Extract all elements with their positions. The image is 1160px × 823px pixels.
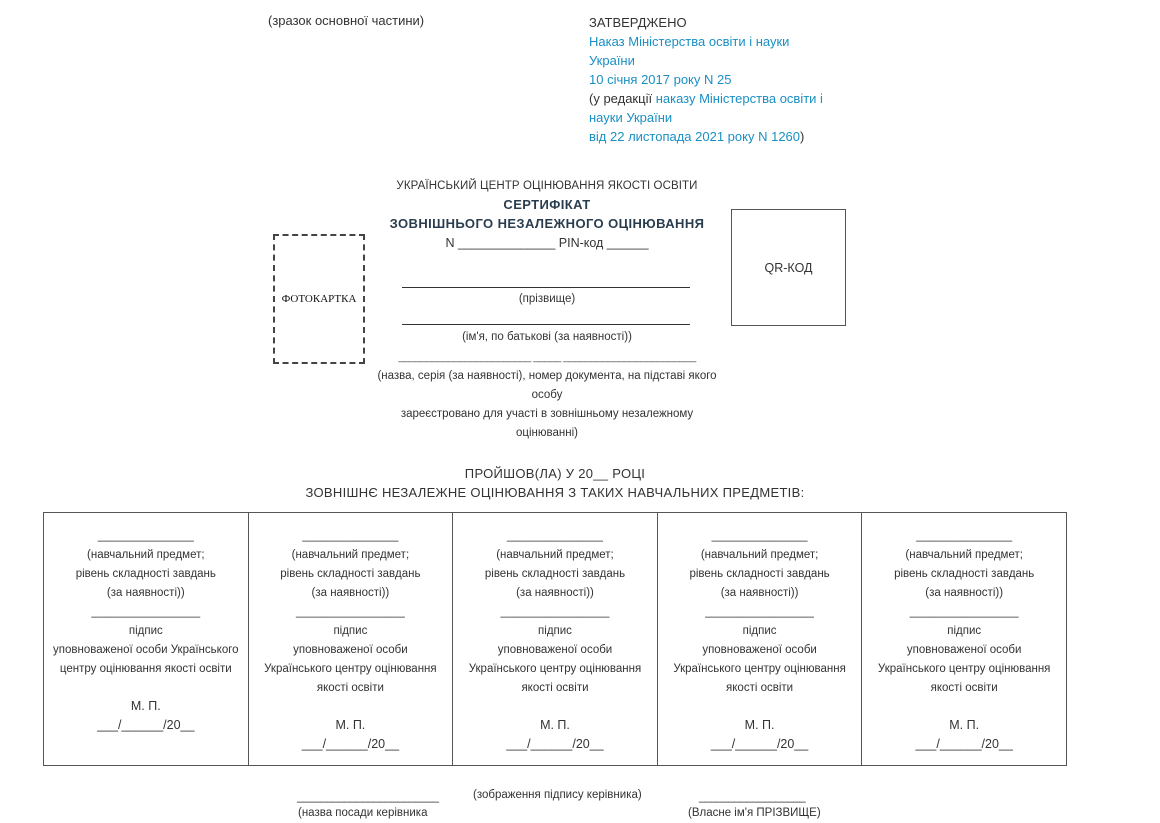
head-name-caption: (Власне ім'я ПРІЗВИЩЕ)	[688, 807, 821, 819]
subject-cell	[862, 513, 1066, 765]
photo-label: ФОТОКАРТКА	[281, 293, 357, 305]
date-blank: ___/______/20__	[915, 737, 1013, 751]
signatory-3: якості освіти	[726, 682, 794, 694]
signatory-3: якості освіти	[521, 682, 589, 694]
subject-caption-3: (за наявності))	[925, 587, 1004, 599]
document-caption-3: зареєстровано для участі в зовнішньому незалежному	[400, 408, 694, 420]
signature-label: підпис	[538, 625, 572, 637]
position-blank: ________________________	[297, 791, 439, 803]
signatory-1: уповноваженої особи	[906, 644, 1022, 656]
sample-label: (зразок основної частини)	[268, 13, 425, 28]
subject-caption-3: (за наявності))	[106, 587, 185, 599]
signature-blank: _________________	[705, 606, 814, 618]
edition-line3	[589, 127, 859, 146]
subject-blank: _______________	[711, 530, 808, 542]
signature-blank: _________________	[91, 606, 201, 618]
certificate-subtitle: ЗОВНІШНЬОГО НЕЗАЛЕЖНОГО ОЦІНЮВАННЯ	[389, 216, 705, 231]
subject-blank: _______________	[507, 530, 603, 542]
subject-caption-2: рівень складності завдань	[894, 568, 1035, 580]
subject-cell	[453, 513, 658, 765]
seal-label: М. П.	[540, 718, 570, 732]
subject-caption-1: (навчальний предмет;	[291, 549, 410, 561]
certificate-title: СЕРТИФІКАТ	[503, 197, 591, 212]
signatory-2: Українського центру оцінювання	[264, 663, 437, 675]
edition-link-line2[interactable]: науки України	[589, 110, 673, 125]
subject-blank: _______________	[97, 530, 194, 542]
signatory-2: Українського центру оцінювання	[468, 663, 642, 675]
approval-block	[589, 13, 859, 146]
order-date-link[interactable]: 10 січня 2017 року N 25	[589, 72, 732, 87]
surname-caption: (прізвище)	[518, 293, 576, 305]
passed-line1: ПРОЙШОВ(ЛА) У 20__ РОЦІ	[464, 466, 646, 481]
order-link-line1[interactable]: Наказ Міністерства освіти і науки	[589, 34, 790, 49]
head-name-blank: __________________	[699, 791, 806, 803]
document-caption-1: (назва, серія (за наявності), номер документа, на підставі якого	[377, 370, 717, 382]
signatory-1: уповноваженої особи	[702, 644, 817, 656]
document-caption	[372, 367, 722, 443]
name-line	[402, 324, 690, 325]
signature-blank: _________________	[909, 606, 1019, 618]
subject-cell	[44, 513, 249, 765]
signatory-2: центру оцінювання якості освіти	[59, 663, 232, 675]
seal-label: М. П.	[744, 718, 775, 732]
signatory-3: якості освіти	[316, 682, 384, 694]
subject-cell	[249, 513, 454, 765]
edition-link-line1[interactable]: наказу Міністерства освіти і	[655, 91, 823, 106]
subjects-table	[43, 512, 1067, 766]
signature-blank: _________________	[500, 606, 610, 618]
subject-caption-3: (за наявності))	[311, 587, 390, 599]
seal-label: М. П.	[949, 718, 980, 732]
certificate-number-line: N ______________ PIN-код ______	[445, 236, 649, 250]
date-blank: ___/______/20__	[97, 718, 195, 732]
seal-label: М. П.	[130, 699, 161, 713]
subject-caption-1: (навчальний предмет;	[496, 549, 614, 561]
date-blank: ___/______/20__	[710, 737, 809, 751]
edition-date-link[interactable]: від 22 листопада 2021 року N 1260	[589, 129, 801, 144]
surname-line	[402, 287, 690, 288]
subject-caption-2: рівень складності завдань	[280, 568, 421, 580]
document-caption-4: оцінюванні)	[516, 427, 578, 439]
position-caption: (назва посади керівника	[298, 807, 428, 819]
order-link-line2[interactable]: України	[589, 53, 635, 68]
qr-placeholder	[731, 209, 846, 326]
subject-cell	[658, 513, 863, 765]
date-blank: ___/______/20__	[301, 737, 400, 751]
photo-placeholder	[273, 234, 365, 364]
signature-label: підпис	[742, 625, 777, 637]
seal-label: М. П.	[335, 718, 366, 732]
signature-image-caption: (зображення підпису керівника)	[473, 789, 642, 801]
document-caption-2: особу	[531, 389, 563, 401]
signature-blank: _________________	[296, 606, 405, 618]
approval-heading: ЗАТВЕРДЖЕНО	[589, 15, 687, 30]
signature-label: підпис	[128, 625, 163, 637]
edition-line1	[589, 89, 859, 108]
signatory-1: уповноваженої особи Українського	[53, 644, 239, 656]
subject-caption-2: рівень складності завдань	[484, 568, 626, 580]
signatory-1: уповноваженої особи	[497, 644, 613, 656]
subject-caption-3: (за наявності))	[516, 587, 594, 599]
document-line: ________________________ _____ ________________________	[398, 351, 696, 363]
subject-blank: _______________	[302, 530, 399, 542]
subject-caption-1: (навчальний предмет;	[87, 549, 205, 561]
subject-caption-1: (навчальний предмет;	[905, 549, 1023, 561]
name-caption: (ім'я, по батькові (за наявності))	[462, 331, 632, 343]
subject-caption-1: (навчальний предмет;	[700, 549, 819, 561]
signatory-2: Українського центру оцінювання	[877, 663, 1051, 675]
signatory-3: якості освіти	[930, 682, 998, 694]
signatory-1: уповноваженої особи	[293, 644, 408, 656]
edition-prefix: (у редакції	[589, 91, 656, 106]
passed-line2: ЗОВНІШНЄ НЕЗАЛЕЖНЕ ОЦІНЮВАННЯ З ТАКИХ НАВЧАЛЬНИХ ПРЕДМЕТІВ:	[305, 485, 805, 500]
date-blank: ___/______/20__	[506, 737, 604, 751]
certificate-org: УКРАЇНСЬКИЙ ЦЕНТР ОЦІНЮВАННЯ ЯКОСТІ ОСВІТИ	[396, 180, 698, 192]
qr-label: QR-КОД	[764, 260, 813, 275]
edition-suffix: )	[800, 129, 805, 144]
subject-caption-2: рівень складності завдань	[689, 568, 830, 580]
signature-label: підпис	[947, 625, 982, 637]
signatory-2: Українського центру оцінювання	[673, 663, 846, 675]
subject-caption-2: рівень складності завдань	[75, 568, 216, 580]
signature-label: підпис	[333, 625, 368, 637]
subject-caption-3: (за наявності))	[720, 587, 799, 599]
subject-blank: _______________	[916, 530, 1013, 542]
